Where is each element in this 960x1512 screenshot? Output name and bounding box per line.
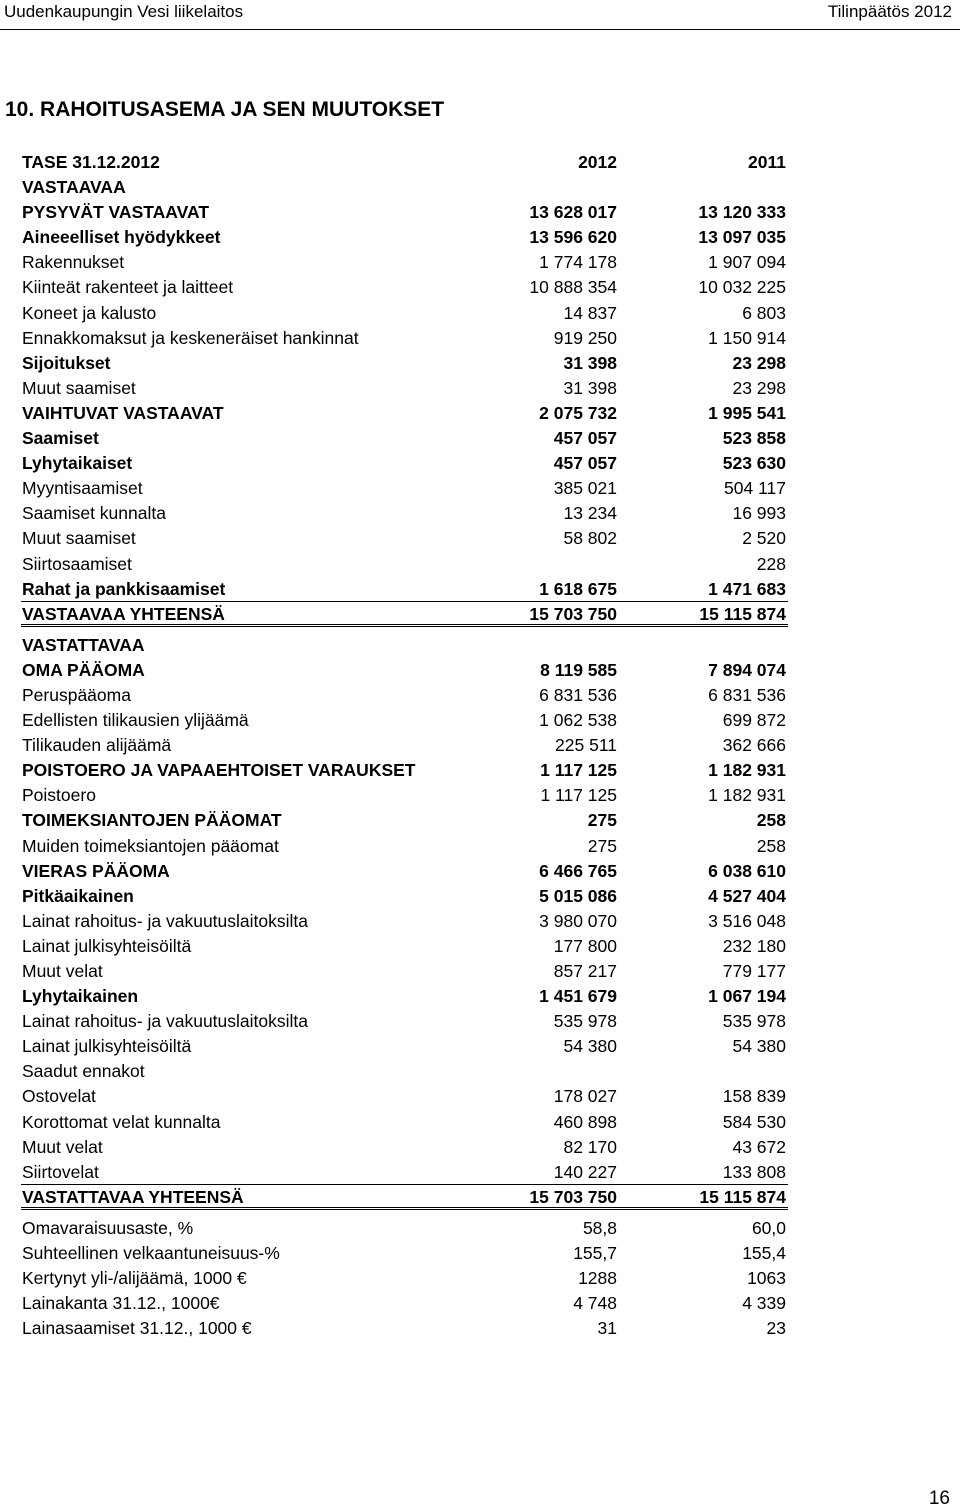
- row-label: Lainat julkisyhteisöiltä: [22, 935, 192, 956]
- balance-sheet-table: [21, 150, 788, 1341]
- value-2012: 275: [587, 810, 617, 831]
- row-label: Lainat rahoitus- ja vakuutuslaitoksilta: [22, 910, 308, 931]
- value-2011: 4 527 404: [708, 885, 786, 906]
- table-row: [21, 1110, 788, 1135]
- row-label: Ostovelat: [22, 1086, 96, 1107]
- table-row: [21, 376, 788, 401]
- value-2011: 523 858: [722, 428, 786, 449]
- value-2012: 225 511: [555, 735, 617, 756]
- value-2012: 1 117 125: [540, 785, 617, 806]
- table-row: [21, 733, 788, 758]
- table-row: [21, 1009, 788, 1034]
- value-2011: 16 993: [732, 503, 786, 524]
- row-label: Edellisten tilikausien ylijäämä: [22, 710, 249, 731]
- row-label: Lainat julkisyhteisöiltä: [22, 1036, 192, 1057]
- value-2011: 158 839: [722, 1086, 786, 1107]
- value-2012: 54 380: [563, 1036, 617, 1057]
- row-label: Omavaraisuusaste, %: [22, 1217, 194, 1238]
- table-row: [21, 577, 788, 602]
- value-2012: 2 075 732: [539, 402, 617, 423]
- row-label: Pitkäaikainen: [22, 885, 134, 906]
- value-2012: 6 466 765: [539, 860, 617, 881]
- table-row: [21, 683, 788, 708]
- table-row: [21, 401, 788, 426]
- value-2012: 178 027: [553, 1086, 617, 1107]
- value-2012: 31 398: [563, 352, 617, 373]
- table-row: [21, 1266, 788, 1291]
- table-row: [21, 884, 788, 909]
- table-heading-row: [21, 150, 788, 175]
- table-row: [21, 1135, 788, 1160]
- table-row: [21, 658, 788, 683]
- row-label: Sijoitukset: [22, 352, 111, 373]
- value-2012: 1 774 178: [539, 252, 617, 273]
- table-row: [21, 1160, 788, 1185]
- value-2012: 58,8: [582, 1217, 617, 1238]
- table-row: [21, 959, 788, 984]
- value-2011: 6 038 610: [708, 860, 786, 881]
- table-row: [21, 225, 788, 250]
- value-2011: 258: [756, 835, 786, 856]
- row-label: Lyhytaikaiset: [22, 453, 133, 474]
- row-label: Lyhytaikainen: [22, 986, 139, 1007]
- value-2011: 699 872: [722, 710, 786, 731]
- value-2012: 275: [587, 835, 617, 856]
- value-2012: 140 227: [553, 1161, 617, 1182]
- row-label: Muut saamiset: [22, 377, 136, 398]
- row-label: VASTAAVAA YHTEENSÄ: [22, 603, 225, 624]
- row-label: Myyntisaamiset: [22, 478, 143, 499]
- value-2012: 919 250: [553, 327, 617, 348]
- row-label: Rakennukset: [22, 252, 125, 273]
- row-label: VASTATTAVAA YHTEENSÄ: [22, 1186, 244, 1207]
- table-row: [21, 1241, 788, 1266]
- value-2011: 232 180: [722, 935, 786, 956]
- table-row: [21, 1216, 788, 1241]
- value-2011: 1063: [747, 1268, 786, 1289]
- table-row: [21, 426, 788, 451]
- value-2012: 15 703 750: [529, 603, 617, 624]
- value-2011: 155,4: [742, 1243, 786, 1264]
- header-report: Tilinpäätös 2012: [827, 2, 952, 21]
- value-2011: 23 298: [732, 377, 786, 398]
- value-2012: 31 398: [563, 377, 617, 398]
- value-2012: 58 802: [563, 528, 617, 549]
- value-2011: 6 831 536: [708, 684, 786, 705]
- value-2011: 504 117: [724, 478, 786, 499]
- row-label: Aineeelliset hyödykkeet: [22, 227, 221, 248]
- value-2011: 535 978: [722, 1011, 786, 1032]
- table-row: [21, 859, 788, 884]
- row-label: Lainasaamiset 31.12., 1000 €: [22, 1318, 252, 1339]
- table-row: [21, 501, 788, 526]
- row-label: Saadut ennakot: [22, 1061, 145, 1082]
- table-row: [21, 526, 788, 551]
- row-label: VASTAAVAA: [22, 177, 126, 198]
- value-2012: 6 831 536: [539, 684, 617, 705]
- table-row: [21, 275, 788, 300]
- row-label: OMA PÄÄOMA: [22, 659, 145, 680]
- row-label: Kiinteät rakenteet ja laitteet: [22, 277, 234, 298]
- value-2011: 23: [766, 1318, 786, 1339]
- table-row: [21, 451, 788, 476]
- value-2011: 1 471 683: [708, 578, 786, 599]
- row-label: Saamiset kunnalta: [22, 503, 166, 524]
- value-2011: 2 520: [742, 528, 786, 549]
- value-2012: 8 119 585: [540, 659, 617, 680]
- value-2011: 54 380: [732, 1036, 786, 1057]
- row-label: Peruspääoma: [22, 684, 131, 705]
- table-row: [21, 909, 788, 934]
- value-2012: 1288: [578, 1268, 617, 1289]
- value-2011: 1 182 931: [708, 760, 786, 781]
- row-label: PYSYVÄT VASTAAVAT: [22, 202, 210, 223]
- row-label: Lainat rahoitus- ja vakuutuslaitoksilta: [22, 1011, 308, 1032]
- row-label: Muut velat: [22, 1136, 103, 1157]
- row-label: Ennakkomaksut ja keskeneräiset hankinnat: [22, 327, 359, 348]
- row-label: Kertynyt yli-/alijäämä, 1000 €: [22, 1268, 247, 1289]
- row-label: Poistoero: [22, 785, 96, 806]
- value-2012: 13 628 017: [529, 202, 617, 223]
- column-header-2011: 2011: [748, 152, 786, 172]
- value-2011: 23 298: [732, 352, 786, 373]
- value-2012: 1 451 679: [539, 986, 617, 1007]
- value-2012: 15 703 750: [529, 1186, 617, 1207]
- value-2012: 1 117 125: [540, 760, 617, 781]
- value-2012: 4 748: [573, 1293, 617, 1314]
- table-row: [21, 633, 788, 658]
- row-label: Siirtosaamiset: [22, 553, 132, 574]
- value-2012: 13 596 620: [529, 227, 617, 248]
- section-title: 10. RAHOITUSASEMA JA SEN MUUTOKSET: [5, 98, 445, 121]
- row-label: Saamiset: [22, 428, 99, 449]
- value-2011: 4 339: [742, 1293, 786, 1314]
- value-2012: 13 234: [563, 503, 617, 524]
- row-label: VASTATTAVAA: [22, 634, 145, 655]
- table-row: [21, 758, 788, 783]
- table-row: [21, 934, 788, 959]
- value-2011: 523 630: [722, 453, 786, 474]
- value-2011: 15 115 874: [699, 603, 786, 624]
- value-2012: 1 062 538: [539, 710, 617, 731]
- value-2011: 1 150 914: [708, 327, 786, 348]
- value-2011: 60,0: [751, 1217, 786, 1238]
- table-row: [21, 834, 788, 859]
- table-row: [21, 602, 788, 627]
- value-2011: 15 115 874: [699, 1186, 786, 1207]
- page-number: 16: [928, 1488, 950, 1509]
- value-2012: 10 888 354: [529, 277, 617, 298]
- value-2011: 258: [756, 810, 786, 831]
- row-label: Muut velat: [22, 961, 103, 981]
- value-2011: 584 530: [722, 1111, 786, 1132]
- value-2012: 385 021: [553, 478, 617, 499]
- table-row: [21, 708, 788, 733]
- table-row: [21, 1185, 788, 1210]
- row-label: Korottomat velat kunnalta: [22, 1111, 221, 1132]
- row-label: Tilikauden alijäämä: [22, 735, 172, 756]
- value-2011: 13 120 333: [698, 202, 786, 223]
- table-row: [21, 1316, 788, 1341]
- value-2012: 3 980 070: [539, 910, 617, 931]
- table-row: [21, 1291, 788, 1316]
- row-label: POISTOERO JA VAPAAEHTOISET VARAUKSET: [22, 760, 416, 781]
- header-organization: Uudenkaupungin Vesi liikelaitos: [4, 2, 244, 21]
- value-2011: 1 182 931: [708, 785, 786, 806]
- table-row: [21, 1084, 788, 1109]
- table-row: [21, 250, 788, 275]
- column-header-2012: 2012: [578, 152, 617, 172]
- row-label: Muiden toimeksiantojen pääomat: [22, 835, 279, 856]
- header-divider: [0, 29, 960, 30]
- table-row: [21, 351, 788, 376]
- table-row: [21, 808, 788, 833]
- value-2011: 228: [756, 553, 786, 574]
- value-2012: 82 170: [563, 1136, 617, 1157]
- table-row: [21, 476, 788, 501]
- row-label: Suhteellinen velkaantuneisuus-%: [22, 1243, 280, 1264]
- row-label: Rahat ja pankkisaamiset: [22, 578, 226, 599]
- value-2012: 155,7: [573, 1243, 617, 1264]
- value-2011: 7 894 074: [708, 659, 786, 680]
- table-row: [21, 1034, 788, 1059]
- value-2011: 43 672: [732, 1136, 786, 1157]
- value-2011: 779 177: [722, 961, 786, 981]
- value-2012: 14 837: [563, 302, 617, 323]
- value-2011: 133 808: [722, 1161, 786, 1182]
- value-2012: 460 898: [553, 1111, 617, 1132]
- value-2011: 13 097 035: [698, 227, 786, 248]
- value-2012: 31: [597, 1318, 617, 1339]
- table-row: [21, 301, 788, 326]
- value-2012: 857 217: [553, 961, 617, 981]
- value-2012: 1 618 675: [539, 578, 617, 599]
- table-row: [21, 552, 788, 577]
- row-label: VIERAS PÄÄOMA: [22, 860, 170, 881]
- table-row: [21, 1059, 788, 1084]
- value-2011: 1 907 094: [708, 252, 786, 273]
- table-heading-label: TASE 31.12.2012: [22, 152, 160, 172]
- row-label: Koneet ja kalusto: [22, 302, 157, 323]
- value-2012: 177 800: [553, 935, 617, 956]
- value-2011: 362 666: [722, 735, 786, 756]
- value-2012: 535 978: [553, 1011, 617, 1032]
- row-label: Muut saamiset: [22, 528, 136, 549]
- value-2011: 3 516 048: [708, 910, 786, 931]
- table-row: [21, 984, 788, 1009]
- row-label: TOIMEKSIANTOJEN PÄÄOMAT: [22, 810, 282, 831]
- row-label: Lainakanta 31.12., 1000€: [22, 1293, 220, 1314]
- value-2012: 457 057: [553, 428, 617, 449]
- value-2011: 6 803: [742, 302, 786, 323]
- value-2011: 10 032 225: [698, 277, 786, 298]
- value-2011: 1 995 541: [708, 402, 786, 423]
- value-2012: 5 015 086: [539, 885, 617, 906]
- value-2012: 457 057: [553, 453, 617, 474]
- row-label: Siirtovelat: [22, 1161, 99, 1182]
- row-label: VAIHTUVAT VASTAAVAT: [22, 402, 224, 423]
- table-row: [21, 783, 788, 808]
- table-row: [21, 326, 788, 351]
- table-row: [21, 175, 788, 200]
- value-2011: 1 067 194: [708, 986, 786, 1007]
- page-header: [0, 0, 960, 28]
- table-row: [21, 200, 788, 225]
